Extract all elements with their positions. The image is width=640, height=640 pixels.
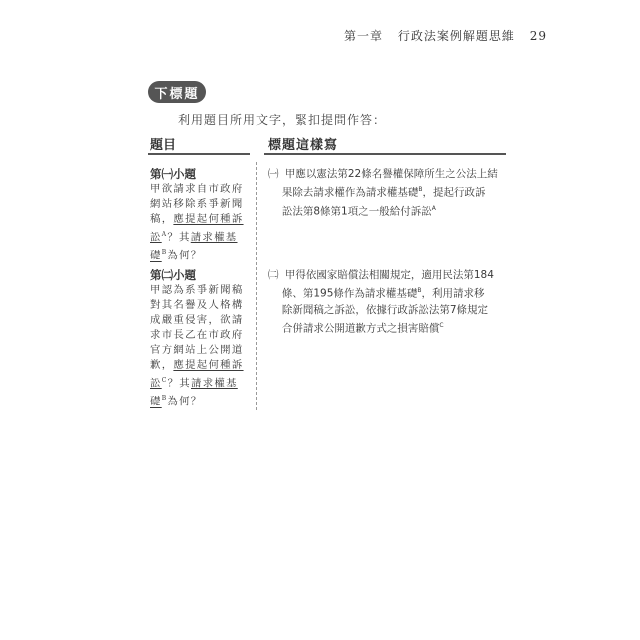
text-line [268, 182, 508, 201]
section-badge: 下標題 [148, 81, 206, 103]
text-line [150, 313, 254, 328]
underlined-phrase: 應提起何種訴 [173, 359, 244, 371]
text-segment: 為何？ [167, 395, 203, 408]
section-instruction: 利用題目所用文字，緊扣提問作答： [178, 113, 387, 127]
text-line [268, 318, 508, 337]
answer-column-rule [264, 153, 506, 155]
text-segment: 果除去請求權作為請求權基礎 [268, 186, 419, 199]
footnote-mark: B [161, 249, 168, 257]
column-divider [256, 162, 257, 410]
text-segment: 稿， [150, 213, 174, 225]
running-header [344, 27, 547, 44]
text-segment: 求市長乙在市政府 [150, 329, 244, 341]
text-segment: 網站移除系爭新聞 [150, 198, 244, 210]
text-line [268, 267, 508, 283]
footnote-mark: A [431, 204, 436, 212]
text-line [150, 182, 254, 197]
text-line [150, 373, 254, 391]
question-column-heading: 題目 [150, 138, 177, 153]
answer-column-heading: 標題這樣寫 [268, 138, 339, 153]
text-line [268, 283, 508, 302]
underlined-phrase: 應提起何種訴 [173, 213, 244, 225]
text-line [268, 201, 508, 220]
text-segment: 對其名譽及人格構 [150, 299, 244, 311]
text-line [150, 298, 254, 313]
text-segment: 條、第195條作為請求權基礎 [268, 287, 418, 300]
chapter-title: 行政法案例解題思維 [397, 29, 515, 43]
underlined-phrase: 請求權基 [191, 377, 238, 390]
footnote-mark: A [161, 231, 168, 238]
text-line [150, 283, 254, 298]
chapter-label: 第一章 [344, 29, 384, 43]
item-number: ㈠ [268, 168, 285, 180]
text-segment: ？其 [167, 231, 191, 244]
text-line [150, 227, 254, 245]
text-segment: 甲認為系爭新聞稿 [150, 284, 244, 296]
footnote-mark: B [161, 395, 168, 403]
item-number: ㈡ [268, 269, 285, 281]
underlined-phrase: 礎 [150, 249, 162, 262]
answer-2 [268, 267, 508, 336]
text-segment: 歉， [150, 359, 174, 371]
text-segment: ，提起行政訴 [422, 186, 486, 199]
footnote-mark: B [417, 287, 422, 294]
text-line [150, 197, 254, 212]
text-segment: 官方網站上公開道 [150, 344, 244, 356]
text-line [150, 212, 254, 227]
text-line [150, 245, 254, 263]
footnote-mark: C [439, 321, 444, 329]
question-1-title: 第㈠小題 [150, 167, 196, 181]
underlined-phrase: 礎 [150, 395, 162, 408]
answer-1 [268, 166, 508, 219]
question-1-text [150, 182, 254, 264]
page-number: 29 [529, 29, 547, 43]
footnote-mark: B [418, 186, 423, 193]
question-2-text [150, 283, 254, 410]
footnote-mark: C [161, 377, 168, 384]
text-segment: 除新聞稿之訴訟，依據行政訴訟法第7條規定 [268, 303, 489, 316]
text-line [150, 343, 254, 358]
text-segment: 為何？ [167, 249, 203, 262]
text-segment: 合併請求公開道歉方式之損害賠償 [268, 322, 440, 334]
text-segment: ？其 [167, 377, 191, 390]
underlined-phrase: 訟 [150, 231, 162, 244]
text-segment: 甲欲請求自市政府 [150, 183, 244, 195]
text-line [268, 166, 508, 182]
text-segment: 甲得依國家賠償法相關規定，適用民法第184 [284, 269, 494, 281]
text-line [150, 358, 254, 373]
text-segment: 甲應以憲法第22條名譽權保障所生之公法上結 [284, 168, 498, 180]
underlined-phrase: 訟 [150, 377, 162, 390]
text-segment: ，利用請求移 [421, 287, 485, 300]
text-line [150, 391, 254, 409]
underlined-phrase: 請求權基 [190, 231, 238, 244]
question-2-title: 第㈡小題 [150, 268, 196, 282]
text-line [268, 302, 508, 318]
text-segment: 訟法第8條第1項之一般給付訴訟 [268, 205, 432, 217]
text-line [150, 328, 254, 343]
text-segment: 成嚴重侵害，欲請 [150, 314, 244, 326]
question-column-rule [148, 153, 250, 155]
